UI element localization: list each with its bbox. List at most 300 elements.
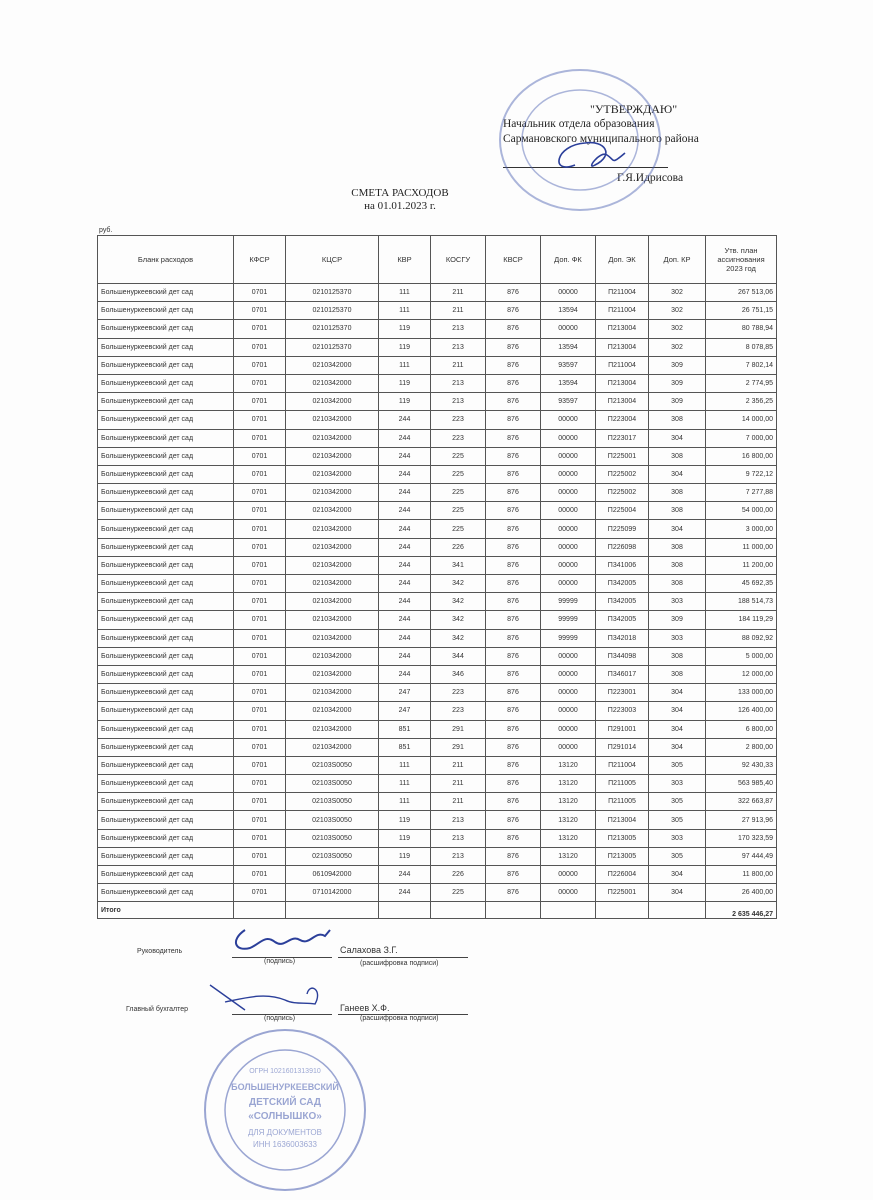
table-cell: 0701	[234, 629, 286, 647]
table-row	[98, 393, 777, 411]
column-header: КВСР	[486, 236, 541, 284]
table-cell: Большенуркеевский дет сад	[98, 429, 234, 447]
table-row	[98, 556, 777, 574]
table-cell: 876	[486, 338, 541, 356]
table-cell: 305	[649, 847, 706, 865]
table-row	[98, 356, 777, 374]
table-cell: 0210342000	[286, 356, 379, 374]
table-cell: 00000	[541, 429, 596, 447]
table-cell: 5 000,00	[706, 647, 777, 665]
table-cell: 16 800,00	[706, 447, 777, 465]
table-cell: 303	[649, 829, 706, 847]
table-cell: 213	[431, 320, 486, 338]
table-cell: 00000	[541, 702, 596, 720]
table-cell: П346017	[596, 665, 649, 683]
table-cell: 14 000,00	[706, 411, 777, 429]
table-cell: 00000	[541, 538, 596, 556]
table-cell: 80 788,94	[706, 320, 777, 338]
table-cell: 00000	[541, 502, 596, 520]
table-cell: 0210342000	[286, 611, 379, 629]
table-row	[98, 793, 777, 811]
table-cell: 0210342000	[286, 429, 379, 447]
table-cell: 13120	[541, 847, 596, 865]
table-cell: 223	[431, 429, 486, 447]
table-cell: 00000	[541, 684, 596, 702]
table-cell: П342005	[596, 611, 649, 629]
table-cell: П213004	[596, 338, 649, 356]
table-cell: П211005	[596, 793, 649, 811]
table-cell: 26 400,00	[706, 884, 777, 902]
table-cell: 184 119,29	[706, 611, 777, 629]
table-cell: Большенуркеевский дет сад	[98, 629, 234, 647]
table-cell: П225004	[596, 502, 649, 520]
table-cell: 0701	[234, 411, 286, 429]
table-cell: Большенуркеевский дет сад	[98, 611, 234, 629]
table-cell: П342018	[596, 629, 649, 647]
table-cell: Большенуркеевский дет сад	[98, 829, 234, 847]
table-cell: 0210342000	[286, 411, 379, 429]
table-cell: 7 000,00	[706, 429, 777, 447]
currency-label: руб.	[99, 227, 113, 234]
table-cell: 93597	[541, 356, 596, 374]
table-cell: 291	[431, 720, 486, 738]
table-cell: 0210342000	[286, 465, 379, 483]
table-cell: 876	[486, 720, 541, 738]
table-row	[98, 593, 777, 611]
table-cell: 0701	[234, 356, 286, 374]
table-cell: 244	[379, 647, 431, 665]
table-cell: 304	[649, 465, 706, 483]
table-row	[98, 611, 777, 629]
table-cell: 309	[649, 611, 706, 629]
table-cell: 213	[431, 374, 486, 392]
table-cell: 876	[486, 847, 541, 865]
table-cell: 342	[431, 611, 486, 629]
head-decode-caption: (расшифровка подписи)	[360, 960, 439, 967]
table-cell: 876	[486, 884, 541, 902]
table-cell: 99999	[541, 611, 596, 629]
table-cell: 876	[486, 593, 541, 611]
table-cell: 3 000,00	[706, 520, 777, 538]
table-cell: 213	[431, 393, 486, 411]
table-cell: 0701	[234, 829, 286, 847]
table-cell: 309	[649, 374, 706, 392]
organization-stamp-icon	[200, 1025, 370, 1195]
table-cell: 119	[379, 393, 431, 411]
table-cell: 45 692,35	[706, 575, 777, 593]
table-cell: 876	[486, 738, 541, 756]
svg-text:ИНН 1636003633: ИНН 1636003633	[252, 1140, 318, 1149]
table-cell: 876	[486, 374, 541, 392]
table-cell: 0701	[234, 738, 286, 756]
table-cell: Большенуркеевский дет сад	[98, 665, 234, 683]
table-cell: 225	[431, 465, 486, 483]
table-cell: П225002	[596, 484, 649, 502]
table-cell	[286, 902, 379, 919]
table-cell: 876	[486, 284, 541, 302]
table-cell	[379, 902, 431, 919]
column-header: КФСР	[234, 236, 286, 284]
table-cell: 342	[431, 629, 486, 647]
table-cell: Большенуркеевский дет сад	[98, 702, 234, 720]
table-cell: П225099	[596, 520, 649, 538]
column-header: КОСГУ	[431, 236, 486, 284]
table-row	[98, 847, 777, 865]
table-cell: 0701	[234, 847, 286, 865]
table-cell: Большенуркеевский дет сад	[98, 884, 234, 902]
table-cell: Большенуркеевский дет сад	[98, 320, 234, 338]
table-cell: 0701	[234, 811, 286, 829]
table-cell: 0701	[234, 556, 286, 574]
table-cell: 304	[649, 720, 706, 738]
table-cell: 876	[486, 429, 541, 447]
table-cell: 876	[486, 465, 541, 483]
table-cell: 244	[379, 538, 431, 556]
table-cell: 0210342000	[286, 629, 379, 647]
total-label: Итого	[98, 902, 234, 919]
table-cell: 211	[431, 284, 486, 302]
approval-position-line1: Начальник отдела образования	[503, 118, 655, 130]
table-cell: 225	[431, 447, 486, 465]
approval-title: "УТВЕРЖДАЮ"	[590, 102, 678, 116]
table-cell: 291	[431, 738, 486, 756]
table-cell: 0210342000	[286, 484, 379, 502]
column-header: Утв. план ассигнования 2023 год	[706, 236, 777, 284]
table-cell: 0210342000	[286, 720, 379, 738]
table-cell: Большенуркеевский дет сад	[98, 393, 234, 411]
table-cell: 188 514,73	[706, 593, 777, 611]
table-cell: 244	[379, 429, 431, 447]
table-row	[98, 665, 777, 683]
table-cell: 13120	[541, 829, 596, 847]
table-cell: Большенуркеевский дет сад	[98, 538, 234, 556]
table-row	[98, 738, 777, 756]
table-cell: 13120	[541, 793, 596, 811]
svg-text:ДЛЯ ДОКУМЕНТОВ: ДЛЯ ДОКУМЕНТОВ	[247, 1128, 323, 1137]
table-cell: 876	[486, 866, 541, 884]
table-cell: Большенуркеевский дет сад	[98, 575, 234, 593]
table-cell: 225	[431, 502, 486, 520]
table-cell: 876	[486, 484, 541, 502]
table-cell: 02103S0050	[286, 775, 379, 793]
table-row	[98, 502, 777, 520]
table-cell: 9 722,12	[706, 465, 777, 483]
table-cell: 00000	[541, 647, 596, 665]
table-cell: 0701	[234, 538, 286, 556]
table-cell: П223001	[596, 684, 649, 702]
table-cell: П211005	[596, 775, 649, 793]
table-cell	[649, 902, 706, 919]
table-cell: 13120	[541, 756, 596, 774]
table-cell: П211004	[596, 356, 649, 374]
table-cell: П341006	[596, 556, 649, 574]
table-cell: 0210342000	[286, 647, 379, 665]
table-cell: 93597	[541, 393, 596, 411]
table-cell: 244	[379, 411, 431, 429]
table-cell: 0701	[234, 866, 286, 884]
table-cell: 2 774,95	[706, 374, 777, 392]
table-cell: 0210342000	[286, 575, 379, 593]
table-cell: 244	[379, 665, 431, 683]
table-row	[98, 684, 777, 702]
table-cell: 213	[431, 829, 486, 847]
table-cell: Большенуркеевский дет сад	[98, 556, 234, 574]
table-cell: 0210342000	[286, 556, 379, 574]
table-cell: 244	[379, 593, 431, 611]
table-cell: 876	[486, 647, 541, 665]
table-cell: 308	[649, 484, 706, 502]
table-cell: 13594	[541, 338, 596, 356]
table-row	[98, 575, 777, 593]
table-cell: 0710142000	[286, 884, 379, 902]
table-cell: 876	[486, 665, 541, 683]
table-cell: 0701	[234, 720, 286, 738]
table-row	[98, 302, 777, 320]
table-row	[98, 411, 777, 429]
table-cell: 0701	[234, 465, 286, 483]
table-cell: 244	[379, 520, 431, 538]
column-header: Бланк расходов	[98, 236, 234, 284]
table-cell: 8 078,85	[706, 338, 777, 356]
table-cell: П211004	[596, 302, 649, 320]
table-cell: 0701	[234, 284, 286, 302]
approval-signature-line	[503, 167, 668, 168]
table-cell: 02103S0050	[286, 756, 379, 774]
table-cell: 119	[379, 374, 431, 392]
table-row	[98, 484, 777, 502]
table-cell: 309	[649, 356, 706, 374]
table-row	[98, 647, 777, 665]
column-header: Доп. КР	[649, 236, 706, 284]
table-cell: П213004	[596, 374, 649, 392]
table-cell: П226004	[596, 866, 649, 884]
table-cell: 111	[379, 284, 431, 302]
table-cell: 308	[649, 575, 706, 593]
table-cell: 13594	[541, 302, 596, 320]
table-cell: 223	[431, 702, 486, 720]
table-cell: 876	[486, 684, 541, 702]
table-cell: П211004	[596, 756, 649, 774]
table-cell: Большенуркеевский дет сад	[98, 284, 234, 302]
document-date: на 01.01.2023 г.	[364, 200, 436, 212]
table-cell: 305	[649, 811, 706, 829]
head-name: Салахова З.Г.	[340, 945, 398, 955]
table-cell: 0210342000	[286, 665, 379, 683]
table-cell: 303	[649, 629, 706, 647]
table-cell: 876	[486, 302, 541, 320]
table-cell: Большенуркеевский дет сад	[98, 411, 234, 429]
table-cell: 211	[431, 793, 486, 811]
accountant-name: Ганеев Х.Ф.	[340, 1003, 390, 1013]
table-cell: 308	[649, 538, 706, 556]
table-cell: 223	[431, 684, 486, 702]
table-cell: 308	[649, 502, 706, 520]
table-cell: П291014	[596, 738, 649, 756]
table-cell: 247	[379, 684, 431, 702]
total-value: 2 635 446,27	[706, 902, 777, 919]
table-cell: 00000	[541, 520, 596, 538]
table-cell: 304	[649, 884, 706, 902]
table-cell: 876	[486, 520, 541, 538]
table-cell: 308	[649, 556, 706, 574]
table-cell: 213	[431, 811, 486, 829]
svg-text:«СОЛНЫШКО»: «СОЛНЫШКО»	[248, 1111, 322, 1122]
approval-position-line2: Сармановского муниципального района	[503, 133, 699, 145]
table-cell: 851	[379, 738, 431, 756]
table-cell: 0701	[234, 484, 286, 502]
table-cell: 54 000,00	[706, 502, 777, 520]
table-cell: Большенуркеевский дет сад	[98, 465, 234, 483]
table-cell: П226098	[596, 538, 649, 556]
table-cell: 11 800,00	[706, 866, 777, 884]
table-cell: 26 751,15	[706, 302, 777, 320]
table-cell: 2 800,00	[706, 738, 777, 756]
table-cell: 244	[379, 447, 431, 465]
table-cell: 876	[486, 611, 541, 629]
table-cell: 304	[649, 684, 706, 702]
table-row	[98, 338, 777, 356]
table-cell: 0210125370	[286, 284, 379, 302]
table-cell: 111	[379, 756, 431, 774]
table-row	[98, 866, 777, 884]
table-cell: 111	[379, 356, 431, 374]
table-cell: П342005	[596, 575, 649, 593]
table-cell: 341	[431, 556, 486, 574]
table-row	[98, 720, 777, 738]
table-row	[98, 756, 777, 774]
table-cell: 213	[431, 847, 486, 865]
table-cell: 0210125370	[286, 338, 379, 356]
table-cell: 305	[649, 793, 706, 811]
table-cell: П342005	[596, 593, 649, 611]
column-header: КВР	[379, 236, 431, 284]
table-cell: 126 400,00	[706, 702, 777, 720]
table-cell: 0701	[234, 302, 286, 320]
table-cell: П211004	[596, 284, 649, 302]
table-cell: 0701	[234, 756, 286, 774]
accountant-signature-caption: (подпись)	[264, 1015, 296, 1022]
table-cell: 02103S0050	[286, 793, 379, 811]
table-cell: 0701	[234, 611, 286, 629]
table-row	[98, 374, 777, 392]
table-cell: 304	[649, 738, 706, 756]
table-cell: 213	[431, 338, 486, 356]
table-cell: 111	[379, 775, 431, 793]
accountant-decode-caption: (расшифровка подписи)	[360, 1015, 439, 1022]
table-cell: 0210342000	[286, 684, 379, 702]
table-cell: 111	[379, 302, 431, 320]
table-cell: 876	[486, 829, 541, 847]
table-cell: 13120	[541, 775, 596, 793]
table-cell: 7 802,14	[706, 356, 777, 374]
table-cell: П213004	[596, 393, 649, 411]
table-cell: 302	[649, 284, 706, 302]
table-cell	[596, 902, 649, 919]
head-signature-icon	[230, 922, 340, 956]
table-cell: 876	[486, 629, 541, 647]
table-cell: 0701	[234, 320, 286, 338]
table-row	[98, 829, 777, 847]
table-row	[98, 629, 777, 647]
table-cell: П223017	[596, 429, 649, 447]
table-cell	[234, 902, 286, 919]
table-cell: 304	[649, 520, 706, 538]
head-signature-caption: (подпись)	[264, 958, 296, 965]
table-row	[98, 884, 777, 902]
table-cell: 342	[431, 575, 486, 593]
table-cell: 99999	[541, 629, 596, 647]
table-cell: 0210342000	[286, 738, 379, 756]
table-cell: 0701	[234, 575, 286, 593]
table-cell: 11 200,00	[706, 556, 777, 574]
table-cell	[541, 902, 596, 919]
table-cell: 876	[486, 556, 541, 574]
document-title: СМЕТА РАСХОДОВ	[351, 187, 449, 199]
table-cell: Большенуркеевский дет сад	[98, 866, 234, 884]
table-cell: Большенуркеевский дет сад	[98, 847, 234, 865]
table-cell: П223004	[596, 411, 649, 429]
table-cell: 00000	[541, 411, 596, 429]
table-cell: 876	[486, 575, 541, 593]
table-cell: 247	[379, 702, 431, 720]
table-cell: 223	[431, 411, 486, 429]
table-cell: 851	[379, 720, 431, 738]
table-cell: 13594	[541, 374, 596, 392]
table-cell: 876	[486, 756, 541, 774]
table-cell: 02103S0050	[286, 811, 379, 829]
table-row	[98, 465, 777, 483]
table-cell: Большенуркеевский дет сад	[98, 502, 234, 520]
table-cell: 225	[431, 884, 486, 902]
svg-text:ОГРН 1021601313910: ОГРН 1021601313910	[249, 1068, 321, 1075]
table-cell: Большенуркеевский дет сад	[98, 775, 234, 793]
table-cell: 00000	[541, 320, 596, 338]
table-cell: 0701	[234, 793, 286, 811]
table-cell: 0610942000	[286, 866, 379, 884]
table-cell: Большенуркеевский дет сад	[98, 484, 234, 502]
table-cell: 305	[649, 756, 706, 774]
table-cell: 0701	[234, 502, 286, 520]
table-cell: 303	[649, 775, 706, 793]
table-cell: 111	[379, 793, 431, 811]
table-cell: 304	[649, 702, 706, 720]
table-cell: 0701	[234, 393, 286, 411]
accountant-signature-icon	[205, 980, 335, 1014]
table-cell: Большенуркеевский дет сад	[98, 738, 234, 756]
table-cell: 0701	[234, 593, 286, 611]
table-cell: 876	[486, 502, 541, 520]
table-cell: 322 663,87	[706, 793, 777, 811]
table-cell: 0701	[234, 520, 286, 538]
table-cell: 876	[486, 320, 541, 338]
table-cell: 6 800,00	[706, 720, 777, 738]
table-cell	[486, 902, 541, 919]
table-cell: П213004	[596, 811, 649, 829]
table-cell: 119	[379, 829, 431, 847]
table-cell: 0210342000	[286, 593, 379, 611]
table-cell: 342	[431, 593, 486, 611]
table-header-row	[98, 236, 777, 284]
table-cell: 876	[486, 356, 541, 374]
table-cell: Большенуркеевский дет сад	[98, 338, 234, 356]
table-cell: Большенуркеевский дет сад	[98, 356, 234, 374]
table-cell: 308	[649, 665, 706, 683]
table-cell: 02103S0050	[286, 847, 379, 865]
table-cell: Большенуркеевский дет сад	[98, 793, 234, 811]
table-cell: 0701	[234, 647, 286, 665]
table-cell: 308	[649, 411, 706, 429]
table-cell: Большенуркеевский дет сад	[98, 374, 234, 392]
